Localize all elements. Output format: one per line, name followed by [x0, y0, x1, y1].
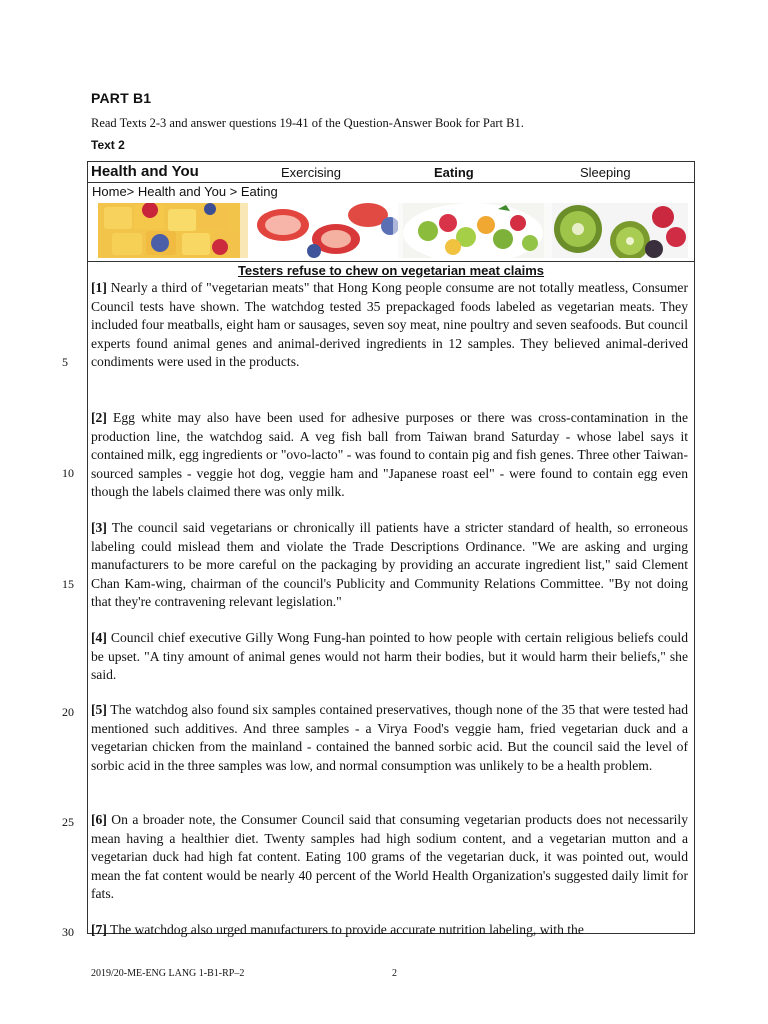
part-title: PART B1: [91, 90, 152, 106]
paragraph-3-text: The council said vegetarians or chronically ill patients have a stricter standard of health, so erroneous labeling could mislead them and violate the Trade Descriptions Ordinance. "We are asking and urging manufacturers to be more careful on the packaging by providing an accurate ingredient list," said Clement Chan Kam-wing, chairman of the council's Publicity and Community Relations Committee. "By not doing that they're contravening relevant legislation.": [91, 520, 688, 610]
page-number: 2: [392, 968, 397, 979]
paragraph-4-text: Council chief executive Gilly Wong Fung-han pointed to how people with certain religious beliefs could be upset. "A tiny amount of animal genes would not harm their bodies, but it would harm their beliefs," she said.: [91, 630, 688, 683]
paragraph-2: [91, 409, 688, 502]
article-headline: Testers refuse to chew on vegetarian meat claims: [237, 263, 545, 278]
paragraph-1: [91, 279, 688, 372]
paragraph-6: [91, 811, 688, 904]
text-label: Text 2: [91, 138, 125, 152]
breadcrumb: [88, 183, 694, 203]
site-brand[interactable]: Health and You: [91, 163, 199, 180]
webpage-frame: [87, 161, 695, 937]
paragraph-2-number: [2]: [91, 410, 107, 425]
line-number: 20: [62, 705, 74, 719]
paragraph-5-text: The watchdog also found six samples contained preservatives, though none of the 35 that were tested had mentioned such additives. And three samples - a Virya Food's veggie ham, fried vegetarian duck and a vegetarian chicken from the mainland - contained the banned sorbic acid. But the council said the level of sorbic acid in the three samples was low, and normal consumption was unlikely to be a health problem.: [91, 702, 688, 773]
nav-link-exercising[interactable]: Exercising: [281, 165, 341, 180]
paragraph-6-text: On a broader note, the Consumer Council said that consuming vegetarian products does not necessarily mean having a healthier diet. Twenty samples had high sodium content, and a vegetarian mutton and a vegetarian duck had high fat content. Eating 100 grams of the vegetarian duck, it was pointed out, would mean the fat content would be nearly 40 percent of the World Health Organization's suggested daily limit for fats.: [91, 812, 688, 902]
banner-divider: [88, 261, 694, 262]
fruit-banner-graphic: [98, 203, 688, 258]
site-navbar: [88, 162, 694, 183]
paragraph-4-number: [4]: [91, 630, 107, 645]
nav-link-eating[interactable]: Eating: [434, 165, 474, 180]
paragraph-3-number: [3]: [91, 520, 107, 535]
paragraph-1-text: Nearly a third of "vegetarian meats" that Hong Kong people consume are not totally meatless, Consumer Council tests have shown. The watchdog tested 35 prepackaged foods labeled as vegetarian meats. They included four meatballs, eight ham or sausages, seven soy meat, nine poultry and seven seafoods. But council experts found animal genes and animal-derived ingredients in 12 samples. They believed animal-derived condiments were used in the products.: [91, 280, 688, 370]
breadcrumb-text[interactable]: Home> Health and You > Eating: [92, 184, 278, 199]
paragraph-7-text: The watchdog also urged manufacturers to provide accurate nutrition labeling, with the: [106, 922, 584, 937]
footer-code: 2019/20-ME-ENG LANG 1-B1-RP–2: [91, 968, 245, 979]
paragraph-5-number: [5]: [91, 702, 107, 717]
paragraph-2-text: Egg white may also have been used for adhesive purposes or there was cross-contamination in the production line, the watchdog said. A veg fish ball from Taiwan brand Saturday - whose label says it contained milk, egg ingredients or "ovo-lacto" - was found to contain pig and fish genes. Three other Taiwan-sourced samples - veggie hot dog, veggie ham and "Japanese roast eel" - were found to contain egg even though the labels claimed there was only milk.: [91, 410, 688, 500]
fruit-banner-image: [98, 203, 688, 258]
article: [88, 263, 694, 937]
line-number: 5: [62, 355, 68, 369]
nav-link-sleeping[interactable]: Sleeping: [580, 165, 631, 180]
line-number: 10: [62, 466, 74, 480]
paragraph-6-number: [6]: [91, 812, 107, 827]
paragraph-7-number: [7]: [91, 922, 107, 937]
paragraph-1-number: [1]: [91, 280, 107, 295]
paragraph-7: [91, 921, 688, 940]
paragraph-5: [91, 701, 688, 775]
paragraph-4: [91, 629, 688, 685]
paragraph-3: [91, 519, 688, 612]
instruction-text: Read Texts 2-3 and answer questions 19-41 of the Question-Answer Book for Part B1.: [91, 116, 524, 130]
line-number: 25: [62, 815, 74, 829]
line-number: 30: [62, 925, 74, 939]
line-number: 15: [62, 577, 74, 591]
